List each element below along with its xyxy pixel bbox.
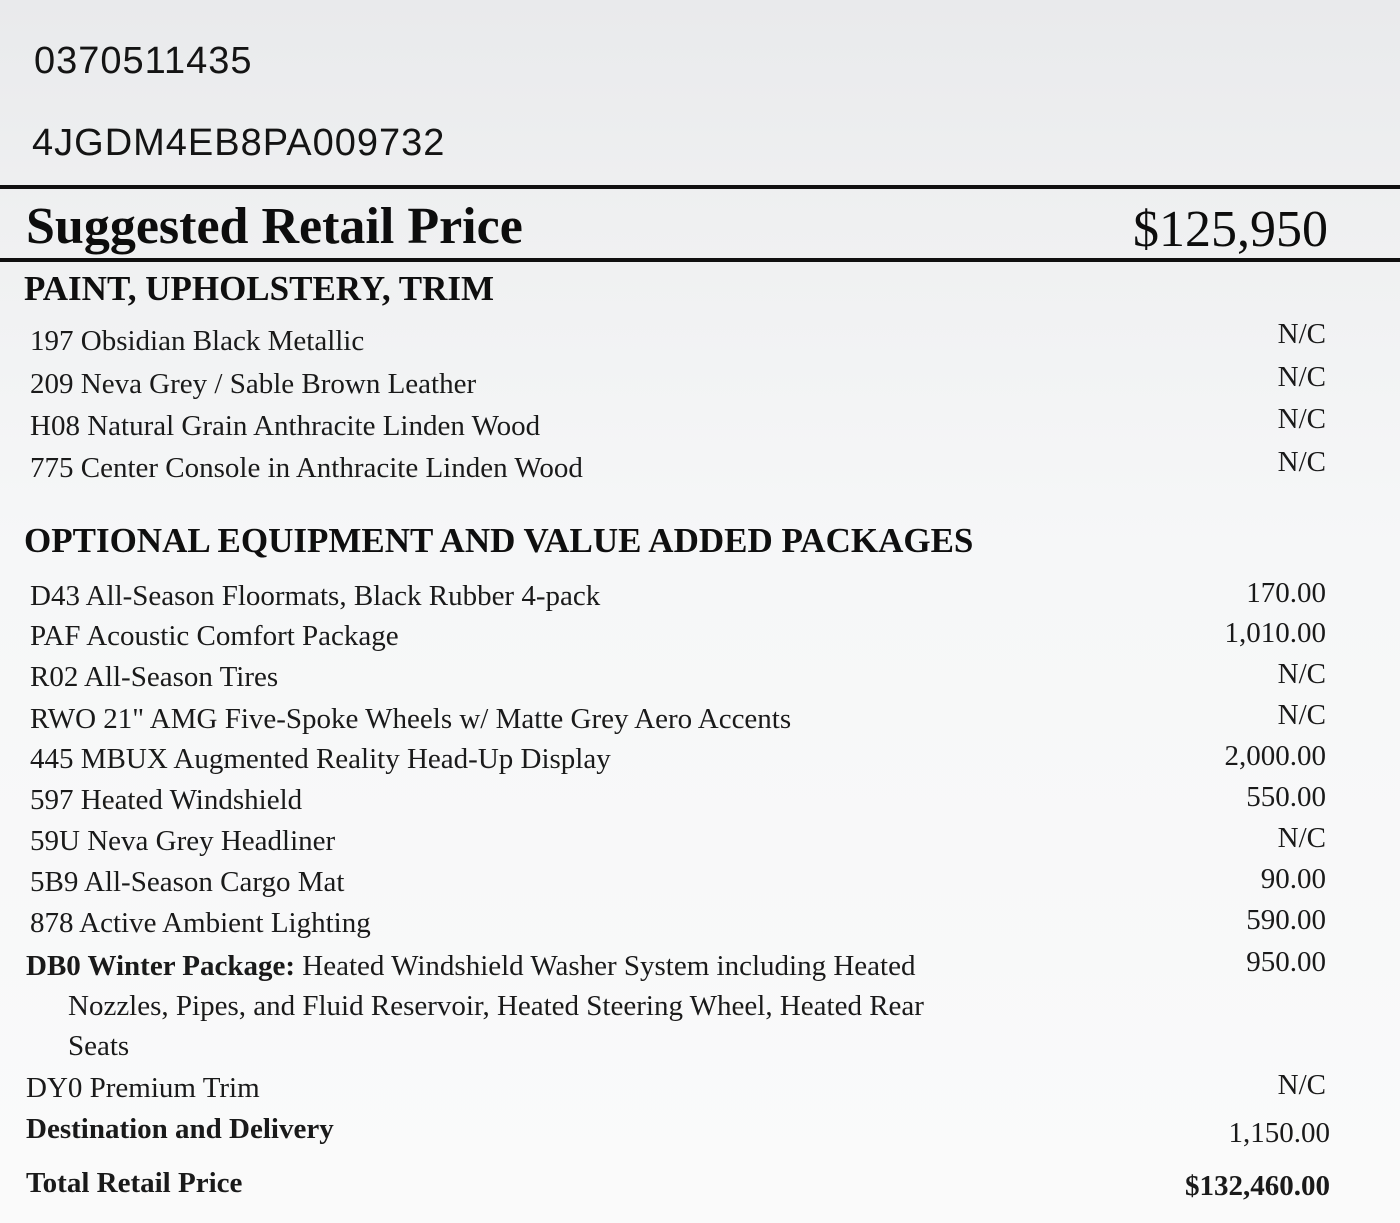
destination-label: Destination and Delivery xyxy=(26,1113,334,1145)
options-section-title: OPTIONAL EQUIPMENT AND VALUE ADDED PACKAGES xyxy=(24,521,974,560)
winter-package-price: 950.00 xyxy=(1246,946,1326,978)
option-item-price: N/C xyxy=(1277,658,1326,690)
total-price: $132,460.00 xyxy=(1185,1170,1330,1202)
option-item: 5B9 All-Season Cargo Mat xyxy=(30,866,345,898)
option-item: 597 Heated Windshield xyxy=(30,784,303,816)
option-item: R02 All-Season Tires xyxy=(30,661,279,693)
top-divider xyxy=(0,185,1400,189)
option-item: 878 Active Ambient Lighting xyxy=(30,907,371,939)
winter-package-description: Heated Windshield Washer System including Heated xyxy=(302,950,916,982)
paint-item: 775 Center Console in Anthracite Linden Wood xyxy=(30,452,583,484)
option-item-price: N/C xyxy=(1277,699,1326,731)
vin-number: 4JGDM4EB8PA009732 xyxy=(32,122,446,164)
option-item-price: 1,010.00 xyxy=(1224,617,1326,649)
option-item-price: 550.00 xyxy=(1246,781,1326,813)
option-item-price: 170.00 xyxy=(1246,577,1326,609)
option-item: D43 All-Season Floormats, Black Rubber 4-pack xyxy=(30,580,601,612)
paint-item: H08 Natural Grain Anthracite Linden Wood xyxy=(30,410,541,442)
paint-section-title: PAINT, UPHOLSTERY, TRIM xyxy=(24,269,495,308)
destination-price: 1,150.00 xyxy=(1228,1117,1330,1149)
option-item-price: 590.00 xyxy=(1246,904,1326,936)
total-label: Total Retail Price xyxy=(26,1167,243,1199)
winter-package-description-cont: Nozzles, Pipes, and Fluid Reservoir, Heated Steering Wheel, Heated Rear xyxy=(68,990,924,1022)
option-item-price: N/C xyxy=(1277,822,1326,854)
bottom-divider xyxy=(0,258,1400,262)
option-item: 59U Neva Grey Headliner xyxy=(30,825,336,857)
option-item: PAF Acoustic Comfort Package xyxy=(30,620,399,652)
suggested-retail-price-label: Suggested Retail Price xyxy=(26,198,523,255)
suggested-retail-price-value: $125,950 xyxy=(1133,201,1328,258)
document-number: 0370511435 xyxy=(34,40,253,82)
winter-package-label: DB0 Winter Package: xyxy=(26,950,296,982)
paint-item: 197 Obsidian Black Metallic xyxy=(30,325,365,357)
option-item: RWO 21" AMG Five-Spoke Wheels w/ Matte Grey Aero Accents xyxy=(30,703,792,735)
winter-package-line xyxy=(26,950,915,983)
option-item: 445 MBUX Augmented Reality Head-Up Display xyxy=(30,743,611,775)
paint-item-price: N/C xyxy=(1277,361,1326,393)
paint-item-price: N/C xyxy=(1277,403,1326,435)
paint-item: 209 Neva Grey / Sable Brown Leather xyxy=(30,368,477,400)
paint-item-price: N/C xyxy=(1277,446,1326,478)
premium-trim-label: DY0 Premium Trim xyxy=(26,1072,260,1104)
option-item-price: 90.00 xyxy=(1260,863,1326,895)
paint-item-price: N/C xyxy=(1277,318,1326,350)
winter-package-description-cont: Seats xyxy=(68,1030,130,1062)
premium-trim-price: N/C xyxy=(1277,1069,1326,1101)
option-item-price: 2,000.00 xyxy=(1224,740,1326,772)
